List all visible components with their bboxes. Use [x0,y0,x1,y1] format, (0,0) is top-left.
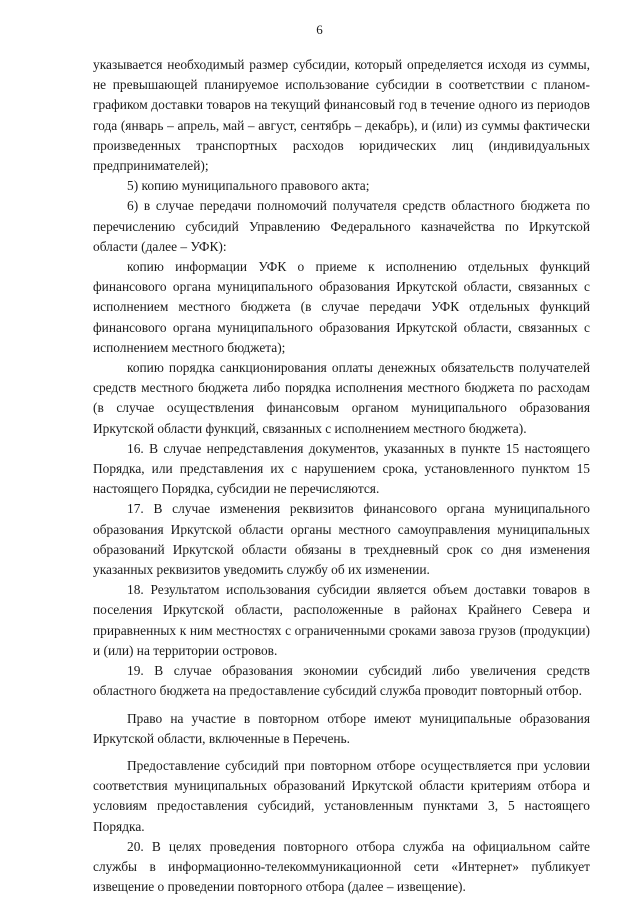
paragraph-item-5: 5) копию муниципального правового акта; [127,178,370,194]
paragraph-clause-17: 17. В случае изменения реквизитов финансового органа муниципального образования Иркутской области органы местного самоуправления муниципальных образований Иркутской области обязаны в трехдневный срок со дня изменения указанных реквизитов уведомить службу об их изменении. [93,501,590,578]
paragraph-clause-20: 20. В целях проведения повторного отбора служба на официальном сайте службы в информационно-телекоммуникационной сети «Интернет» публикует извещение о проведении повторного отбора (далее – извещение). [93,838,590,895]
paragraph-continuation: указывается необходимый размер субсидии, который определяется исходя из суммы, не превышающей планируемое использование субсидии в соответствии с планом-графиком доставки товаров на текущий финансовый год в течение одного из периодов года (январь – апрель, май – август, сентябрь – декабрь), и (или) из суммы фактически произведенных транспортных расходов юридических лиц (индивидуальных предпринимателей); [93,57,590,174]
document-body [93,55,590,897]
paragraph-ufk-info-copy: копию информации УФК о приеме к исполнению отдельных функций финансового органа муниципального образования Иркутской области, связанных с исполнением местного бюджета (в случае передачи УФК отдельных функций финансового органа муниципального образования Иркутской области, связанных с исполнением местного бюджета); [93,259,590,355]
page-number: 6 [316,22,323,37]
paragraph-clause-18: 18. Результатом использования субсидии является объем доставки товаров в поселения Иркутской области, расположенные в районах Крайнего Севера и приравненных к ним местностях с ограниченными сроками завоза грузов (продукции) и (или) на территории островов. [93,582,590,658]
paragraph-item-6: 6) в случае передачи полномочий получателя средств областного бюджета по перечислению субсидий Управлению Федерального казначейства по Иркутской области (далее – УФК): [93,198,590,254]
paragraph-clause-19: 19. В случае образования экономии субсидий либо увеличения средств областного бюджета на предоставление субсидий служба проводит повторный отбор. [93,663,590,699]
paragraph-clause-16: 16. В случае непредставления документов, указанных в пункте 15 настоящего Порядка, или представления их с нарушением срока, установленного пунктом 15 настоящего Порядка, субсидии не перечисляются. [93,440,590,497]
paragraph-reselection-right: Право на участие в повторном отборе имеют муниципальные образования Иркутской области, включенные в Перечень. [93,710,590,746]
paragraph-reselection-conditions: Предоставление субсидий при повторном отборе осуществляется при условии соответствия муниципальных образований Иркутской области критериям отбора и условиям предоставления субсидий, установленным пунктами 3, 5 настоящего Порядка. [93,757,590,834]
paragraph-sanction-order-copy: копию порядка санкционирования оплаты денежных обязательств получателей средств местного бюджета либо порядка исполнения местного бюджета по расходам (в случае осуществления финансовым органом муниципального образования Иркутской области функций, связанных с исполнением местного бюджета). [93,360,590,436]
